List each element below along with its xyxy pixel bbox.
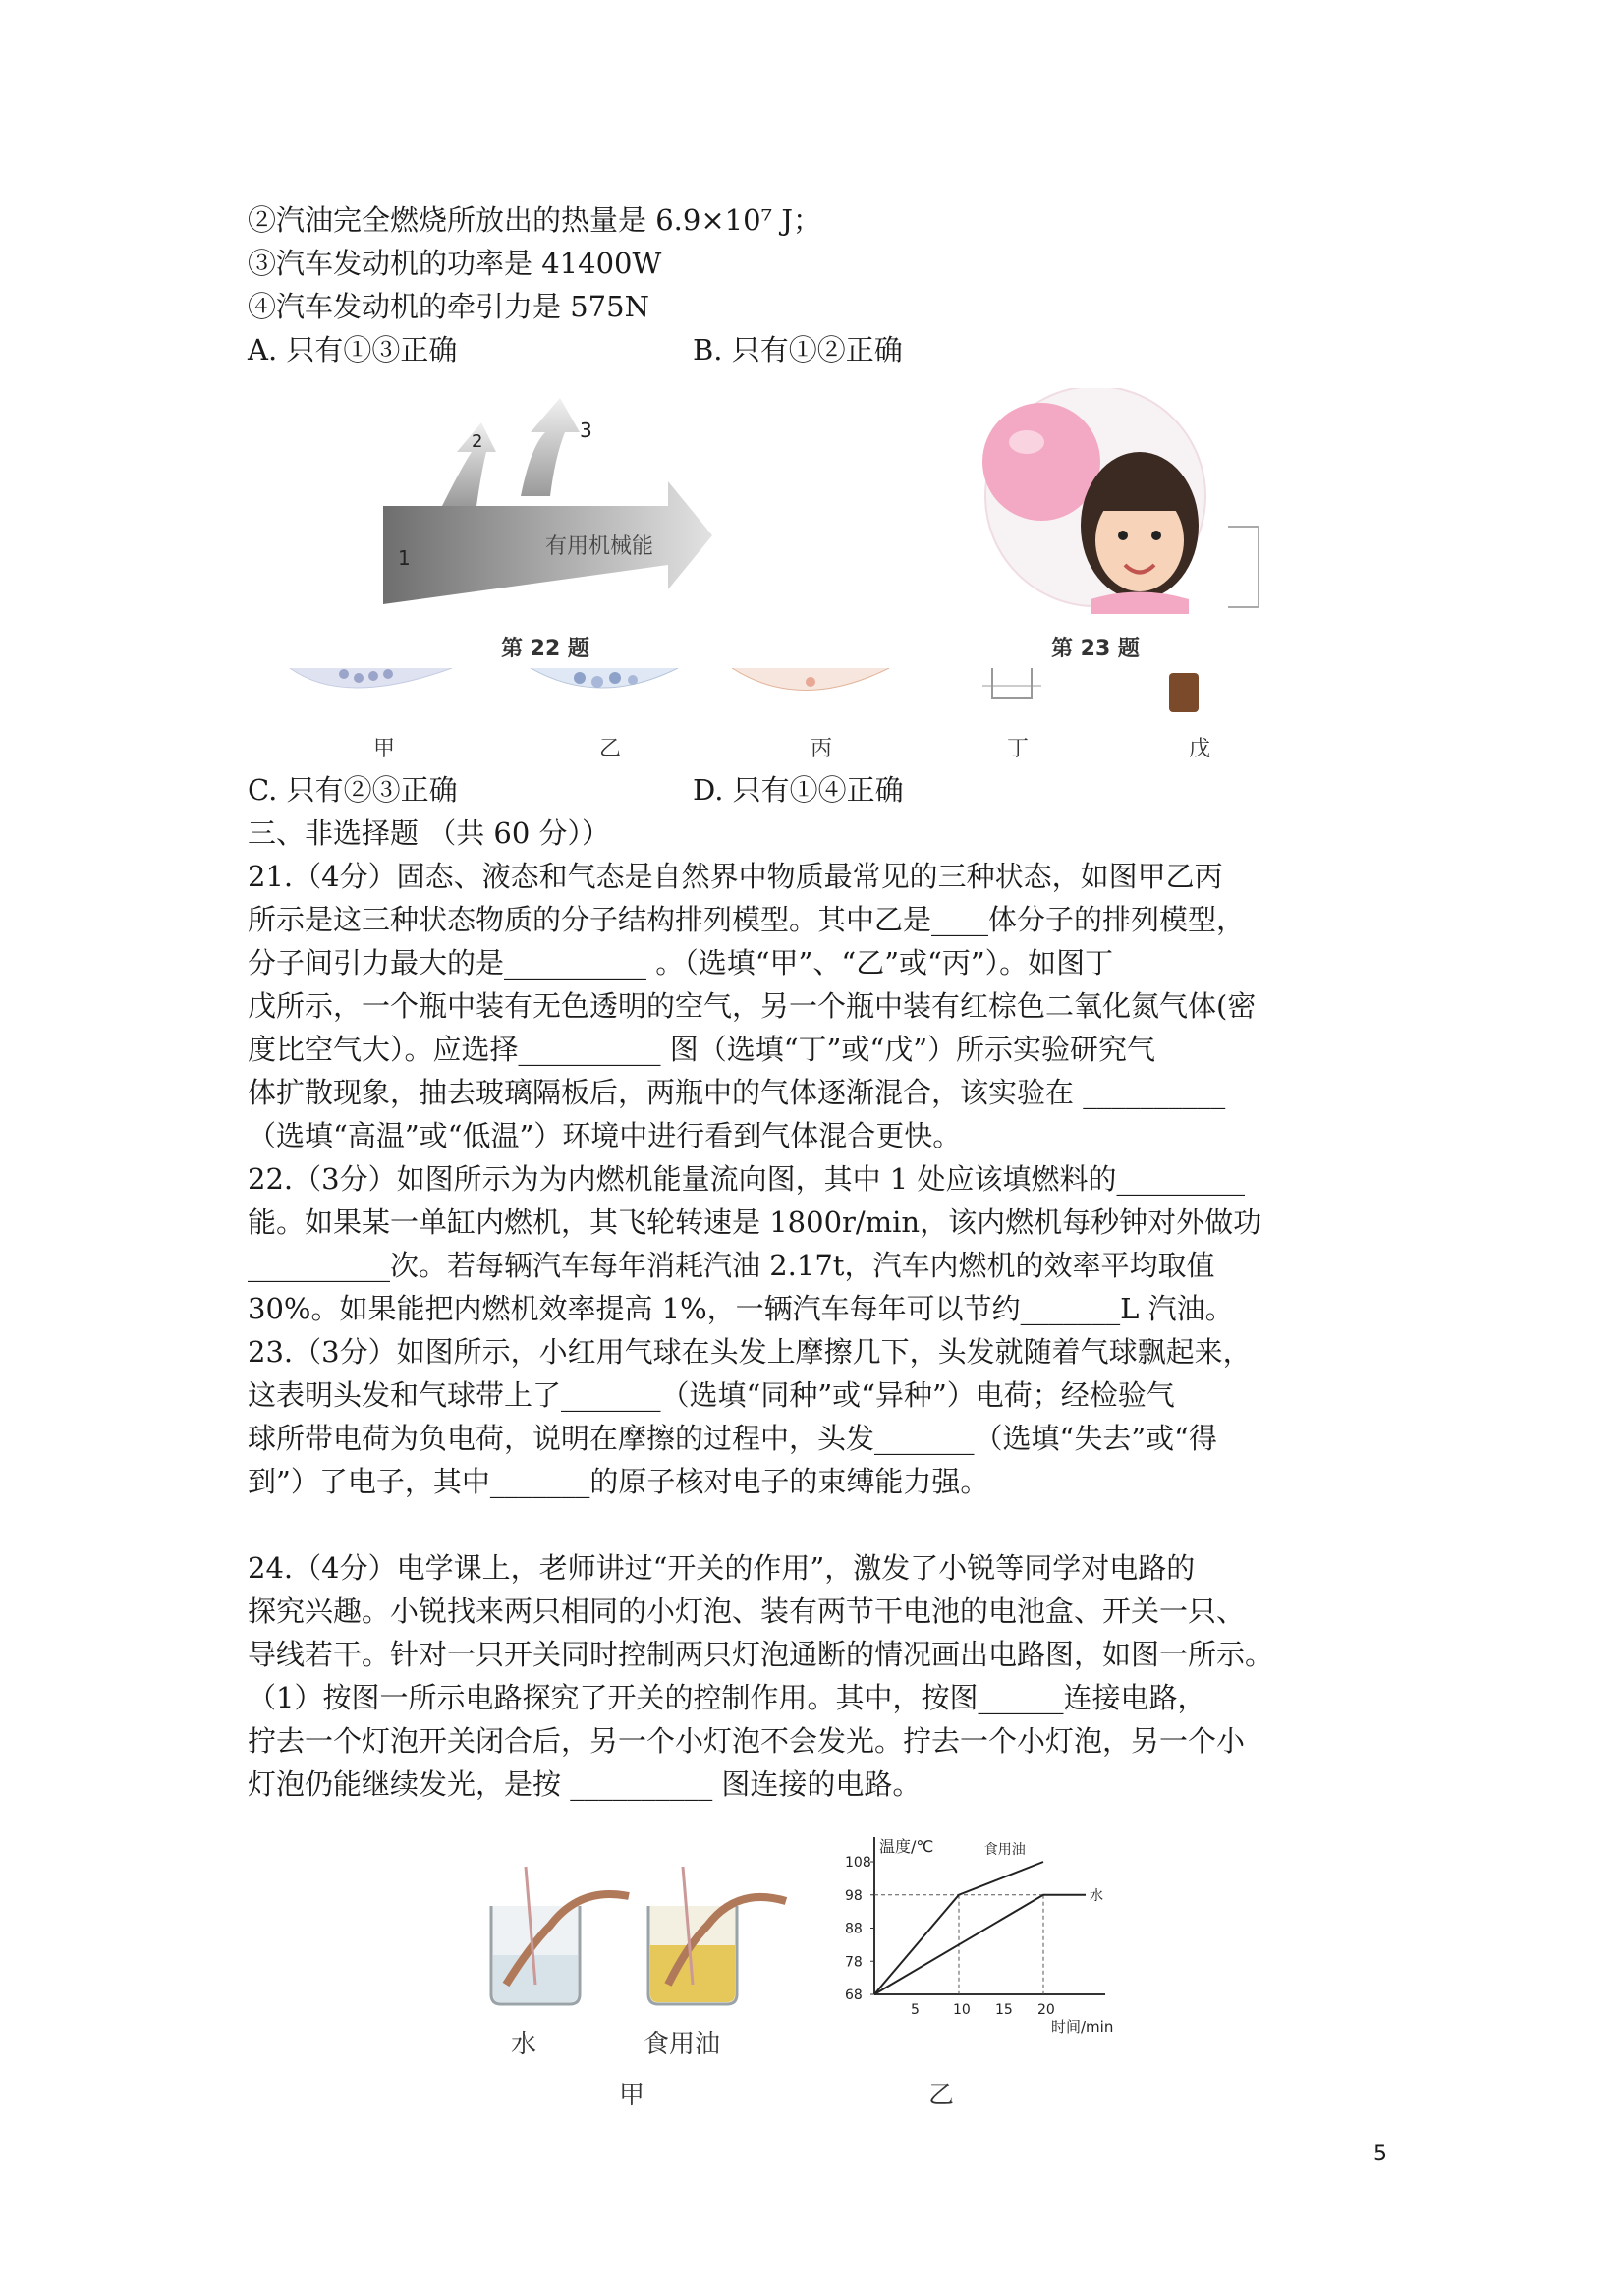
y-axis-label: 温度/℃ — [879, 1837, 934, 1856]
option-a: A. 只有①③正确 — [248, 333, 458, 366]
x-tick-label: 15 — [995, 2002, 1013, 2018]
q23-line-3: 球所带电荷为负电荷，说明在摩擦的过程中，头发_______（选填“失去”或“得 — [248, 1422, 1217, 1455]
beakers-image — [442, 1847, 855, 2024]
figure-22-energy-flow — [373, 388, 727, 661]
girl-balloon-image — [943, 388, 1258, 614]
q21-line-1: 21.（4分）固态、液态和气态是自然界中物质最常见的三种状态，如图甲乙丙 — [248, 860, 1223, 893]
q24-line-6: 灯泡仍能继续发光，是按 __________ 图连接的电路。 — [248, 1767, 922, 1801]
figure-beakers — [442, 1847, 855, 2110]
bottles-row — [285, 668, 1267, 766]
q21-line-7: （选填“高温”或“低温”）环境中进行看到气体混合更快。 — [248, 1119, 962, 1152]
balloon — [982, 403, 1100, 521]
label-yi: 乙 — [599, 737, 622, 761]
q24-line-2: 探究兴趣。小锐找来两只相同的小灯泡、装有两节干电池的电池盒、开关一只、 — [248, 1595, 1246, 1628]
q22-line-2: 能。如果某一单缸内燃机，其飞轮转速是 1800r/min，该内燃机每秒钟对外做功 — [248, 1205, 1262, 1239]
y-tick-label: 108 — [845, 1855, 871, 1871]
q21-line-2: 所示是这三种状态物质的分子结构排列模型。其中乙是____体分子的排列模型， — [248, 903, 1246, 936]
label-bing: 丙 — [811, 737, 833, 761]
label-water: 水 — [511, 2030, 537, 2059]
q21-line-5: 度比空气大）。应选择__________ 图（选填“丁”或“戊”）所示实验研究气 — [248, 1033, 1156, 1066]
option-c: C. 只有②③正确 — [248, 773, 458, 807]
molecule-models — [285, 668, 1267, 717]
branch-arrow-2 — [442, 422, 496, 506]
figure-22-caption: 第 22 题 — [501, 637, 589, 661]
q24-line-5: 拧去一个灯泡开关闭合后，另一个小灯泡不会发光。拧去一个小灯泡，另一个小 — [248, 1724, 1246, 1758]
q21-line-6: 体扩散现象，抽去玻璃隔板后，两瓶中的气体逐渐混合，该实验在 __________ — [248, 1076, 1226, 1109]
branch-arrow-3 — [521, 398, 580, 496]
q24-line-4: （1）按图一所示电路探究了开关的控制作用。其中，按图______连接电路， — [248, 1681, 1206, 1714]
label-1: 1 — [398, 546, 411, 570]
y-tick-label: 88 — [845, 1921, 863, 1937]
line-statement-3: ③汽车发动机的功率是 41400W — [248, 247, 662, 280]
energy-flow-diagram — [373, 388, 727, 634]
option-d: D. 只有①④正确 — [693, 773, 904, 807]
page-number: 5 — [1373, 2142, 1387, 2166]
useful-energy-label: 有用机械能 — [545, 534, 654, 559]
y-tick-label: 68 — [845, 1988, 863, 2003]
caption-jia: 甲 — [619, 2081, 645, 2110]
x-tick-label: 10 — [953, 2002, 971, 2018]
figure-23-caption: 第 23 题 — [1051, 637, 1140, 661]
q21-line-3: 分子间引力最大的是__________ 。（选填“甲”、“乙”或“丙”）。如图丁 — [248, 946, 1114, 980]
figure-temperature-graph — [815, 1832, 1149, 2117]
label-wu: 戊 — [1189, 737, 1211, 761]
figure-23-balloon — [943, 388, 1258, 661]
caption-yi: 乙 — [928, 2081, 955, 2110]
section-heading: 三、非选择题 （共 60 分）） — [248, 816, 611, 850]
q22-line-4: 30%。如果能把内燃机效率提高 1%，一辆汽车每年可以节约_______L 汽油。 — [248, 1292, 1234, 1325]
series-line-1 — [874, 1895, 1086, 1994]
side-apparatus — [1228, 526, 1259, 608]
series-label-water: 水 — [1090, 1887, 1103, 1904]
label-oil: 食用油 — [644, 2030, 721, 2059]
q22-line-1: 22.（3分）如图所示为为内燃机能量流向图，其中 1 处应该填燃料的_________ — [248, 1162, 1245, 1196]
label-2: 2 — [472, 431, 483, 452]
label-jia: 甲 — [373, 737, 396, 761]
q24-line-1: 24.（4分）电学课上，老师讲过“开关的作用”，激发了小锐等同学对电路的 — [248, 1551, 1196, 1585]
q21-line-4: 戊所示，一个瓶中装有无色透明的空气，另一个瓶中装有红棕色二氧化氮气体(密 — [248, 989, 1257, 1023]
x-tick-label: 20 — [1037, 2002, 1055, 2018]
y-tick-label: 98 — [845, 1887, 863, 1904]
label-3: 3 — [580, 419, 592, 442]
label-ding: 丁 — [1007, 737, 1030, 761]
option-b: B. 只有①②正确 — [693, 333, 903, 366]
line-statement-4: ④汽车发动机的牵引力是 575N — [248, 290, 649, 323]
q22-line-3: __________次。若每辆汽车每年消耗汽油 2.17t，汽车内燃机的效率平均取值 — [248, 1249, 1215, 1282]
line-statement-2: ②汽油完全燃烧所放出的热量是 6.9×10⁷ J； — [248, 203, 822, 237]
q24-line-3: 导线若干。针对一只开关同时控制两只灯泡通断的情况画出电路图，如图一所示。 — [248, 1638, 1274, 1671]
q23-line-2: 这表明头发和气球带上了_______（选填“同种”或“异种”）电荷；经检验气 — [248, 1378, 1175, 1412]
y-tick-label: 78 — [845, 1954, 863, 1971]
temperature-graph — [815, 1832, 1149, 2058]
x-tick-label: 5 — [911, 2002, 920, 2018]
q23-line-1: 23.（3分）如图所示，小红用气球在头发上摩擦几下，头发就随着气球飘起来， — [248, 1335, 1252, 1369]
x-axis-label: 时间/min — [1051, 2018, 1114, 2036]
q23-line-4: 到”）了电子，其中_______的原子核对电子的束缚能力强。 — [248, 1465, 989, 1498]
series-label-oil: 食用油 — [983, 1842, 1026, 1858]
